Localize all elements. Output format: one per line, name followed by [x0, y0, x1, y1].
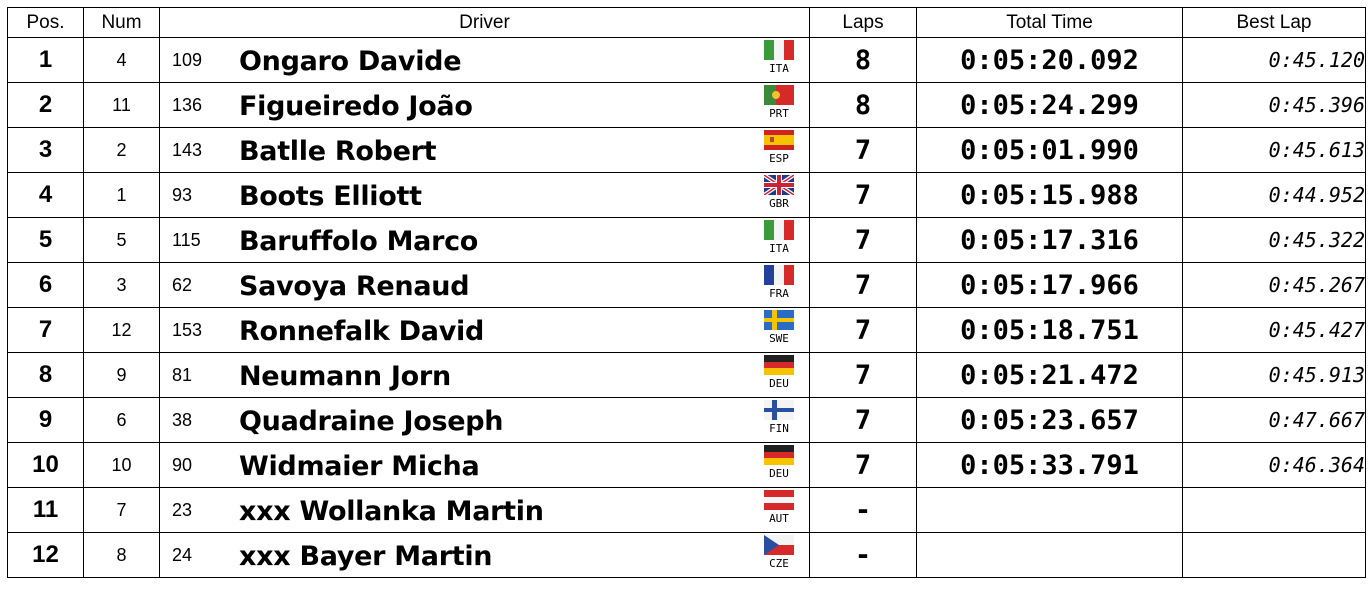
table-row: [8, 173, 1366, 218]
table-row: [8, 443, 1366, 488]
table-row: [8, 533, 1366, 578]
table-row: [8, 263, 1366, 308]
driver-name: Batlle Robert: [239, 136, 437, 167]
driver-cell: [160, 218, 810, 263]
table-row: [8, 308, 1366, 353]
table-row: [8, 353, 1366, 398]
laps-cell: 8: [810, 38, 917, 83]
country-code: ITA: [769, 242, 789, 254]
position-cell: 3: [8, 128, 84, 173]
laps-cell: 7: [810, 128, 917, 173]
country-code: ESP: [769, 152, 789, 164]
position-cell: 4: [8, 173, 84, 218]
country-code: ITA: [769, 62, 789, 74]
number-cell: 1: [84, 173, 160, 218]
best-lap-cell: [1183, 488, 1366, 533]
position-cell: 9: [8, 398, 84, 443]
header-total-time: Total Time: [917, 8, 1183, 38]
table-row: [8, 488, 1366, 533]
number-cell: 5: [84, 218, 160, 263]
driver-name: Boots Elliott: [239, 181, 422, 212]
results-body: [8, 38, 1366, 578]
driver-name: Ongaro Davide: [239, 46, 462, 77]
laps-cell: 7: [810, 443, 917, 488]
table-row: [8, 38, 1366, 83]
best-lap-cell: 0:45.120: [1183, 38, 1366, 83]
number-cell: 8: [84, 533, 160, 578]
driver-cell: [160, 353, 810, 398]
best-lap-cell: 0:45.267: [1183, 263, 1366, 308]
driver-name: Widmaier Micha: [239, 451, 480, 482]
germany-flag-icon: [764, 445, 794, 486]
total-time-cell: 0:05:01.990: [917, 128, 1183, 173]
position-cell: 1: [8, 38, 84, 83]
best-lap-cell: 0:45.396: [1183, 83, 1366, 128]
laps-cell: -: [810, 533, 917, 578]
driver-cell: [160, 443, 810, 488]
number-cell: 2: [84, 128, 160, 173]
driver-name: xxx Bayer Martin: [239, 541, 493, 572]
germany-flag-icon: [764, 355, 794, 396]
total-time-cell: 0:05:23.657: [917, 398, 1183, 443]
header-num: Num: [84, 8, 160, 38]
bib-number: 23: [172, 500, 193, 520]
sweden-flag-icon: [764, 310, 794, 351]
best-lap-cell: 0:45.322: [1183, 218, 1366, 263]
header-row: [8, 8, 1366, 38]
country-code: FIN: [769, 422, 789, 434]
total-time-cell: 0:05:24.299: [917, 83, 1183, 128]
position-cell: 6: [8, 263, 84, 308]
laps-cell: -: [810, 488, 917, 533]
header-driver: Driver: [160, 8, 810, 38]
country-code: DEU: [769, 467, 789, 479]
italy-flag-icon: [764, 40, 794, 81]
total-time-cell: 0:05:15.988: [917, 173, 1183, 218]
driver-cell: [160, 83, 810, 128]
country-code: FRA: [769, 287, 789, 299]
table-row: [8, 218, 1366, 263]
bib-number: 81: [172, 365, 193, 385]
driver-cell: [160, 128, 810, 173]
total-time-cell: 0:05:21.472: [917, 353, 1183, 398]
country-code: AUT: [769, 512, 789, 524]
header-best-lap: Best Lap: [1183, 8, 1366, 38]
country-code: GBR: [769, 197, 789, 209]
laps-cell: 8: [810, 83, 917, 128]
driver-name: Baruffolo Marco: [239, 226, 479, 257]
bib-number: 136: [172, 95, 203, 115]
header-pos: Pos.: [8, 8, 84, 38]
country-code: DEU: [769, 377, 789, 389]
driver-name: Quadraine Joseph: [239, 406, 504, 437]
total-time-cell: [917, 533, 1183, 578]
position-cell: 2: [8, 83, 84, 128]
spain-flag-icon: [764, 130, 794, 171]
country-code: SWE: [769, 332, 789, 344]
table-row: [8, 83, 1366, 128]
driver-name: Neumann Jorn: [239, 361, 451, 392]
laps-cell: 7: [810, 308, 917, 353]
driver-cell: [160, 488, 810, 533]
results-header: [8, 8, 1366, 38]
laps-cell: 7: [810, 398, 917, 443]
driver-cell: [160, 533, 810, 578]
bib-number: 153: [172, 320, 203, 340]
table-row: [8, 128, 1366, 173]
best-lap-cell: [1183, 533, 1366, 578]
best-lap-cell: 0:45.913: [1183, 353, 1366, 398]
position-cell: 12: [8, 533, 84, 578]
table-row: [8, 398, 1366, 443]
portugal-flag-icon: [764, 85, 794, 126]
best-lap-cell: 0:44.952: [1183, 173, 1366, 218]
bib-number: 38: [172, 410, 193, 430]
best-lap-cell: 0:46.364: [1183, 443, 1366, 488]
position-cell: 11: [8, 488, 84, 533]
header-laps: Laps: [810, 8, 917, 38]
laps-cell: 7: [810, 173, 917, 218]
uk-flag-icon: [764, 175, 794, 216]
total-time-cell: 0:05:33.791: [917, 443, 1183, 488]
bib-number: 24: [172, 545, 193, 565]
driver-name: xxx Wollanka Martin: [239, 496, 544, 527]
country-code: PRT: [769, 107, 789, 119]
total-time-cell: 0:05:18.751: [917, 308, 1183, 353]
position-cell: 8: [8, 353, 84, 398]
total-time-cell: [917, 488, 1183, 533]
austria-flag-icon: [764, 490, 794, 531]
driver-cell: [160, 398, 810, 443]
bib-number: 90: [172, 455, 193, 475]
best-lap-cell: 0:45.427: [1183, 308, 1366, 353]
number-cell: 7: [84, 488, 160, 533]
total-time-cell: 0:05:17.316: [917, 218, 1183, 263]
laps-cell: 7: [810, 263, 917, 308]
bib-number: 62: [172, 275, 193, 295]
best-lap-cell: 0:45.613: [1183, 128, 1366, 173]
number-cell: 10: [84, 443, 160, 488]
driver-cell: [160, 263, 810, 308]
total-time-cell: 0:05:20.092: [917, 38, 1183, 83]
best-lap-cell: 0:47.667: [1183, 398, 1366, 443]
total-time-cell: 0:05:17.966: [917, 263, 1183, 308]
country-code: CZE: [769, 557, 789, 569]
france-flag-icon: [764, 265, 794, 306]
laps-cell: 7: [810, 353, 917, 398]
driver-name: Ronnefalk David: [239, 316, 484, 347]
driver-cell: [160, 173, 810, 218]
position-cell: 10: [8, 443, 84, 488]
bib-number: 93: [172, 185, 193, 205]
italy-flag-icon: [764, 220, 794, 261]
bib-number: 115: [172, 230, 201, 250]
driver-cell: [160, 38, 810, 83]
bib-number: 109: [172, 50, 203, 70]
czech-flag-icon: [764, 535, 794, 576]
number-cell: 12: [84, 308, 160, 353]
driver-name: Figueiredo João: [239, 91, 473, 122]
position-cell: 5: [8, 218, 84, 263]
number-cell: 4: [84, 38, 160, 83]
driver-name: Savoya Renaud: [239, 271, 470, 302]
number-cell: 9: [84, 353, 160, 398]
number-cell: 6: [84, 398, 160, 443]
number-cell: 3: [84, 263, 160, 308]
driver-cell: [160, 308, 810, 353]
results-table: [7, 7, 1366, 578]
position-cell: 7: [8, 308, 84, 353]
laps-cell: 7: [810, 218, 917, 263]
finland-flag-icon: [764, 400, 794, 441]
number-cell: 11: [84, 83, 160, 128]
bib-number: 143: [172, 140, 203, 160]
